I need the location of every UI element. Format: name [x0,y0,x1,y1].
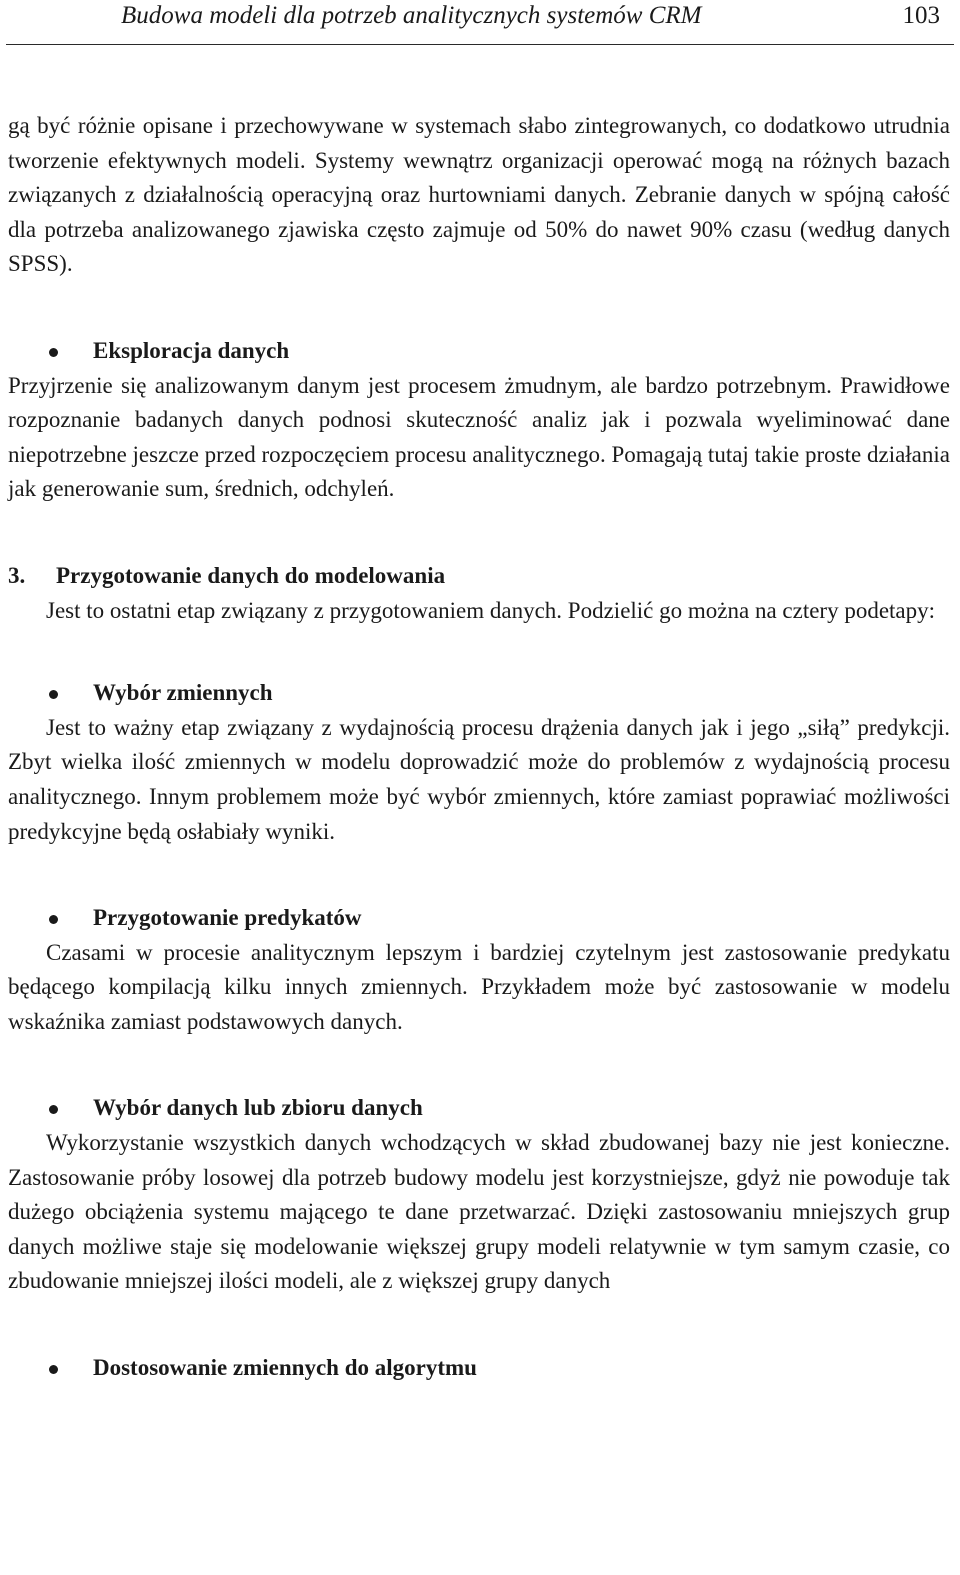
exploration-paragraph: Przyjrzenie się analizowanym danym jest procesem żmudnym, ale bardzo potrzebnym. Prawidłowe rozpoznanie badanych danych podnosi skuteczność analiz jak i pozwala wyeliminować dane niepotrzebne jeszcze przed rozpoczęciem procesu analitycznego. Pomagają tutaj takie proste działania jak generowanie sum, średnich, odchyleń. [8,372,950,502]
subsection-heading-algorithm [8,1351,950,1386]
header-rule [6,44,954,45]
bullet-icon [49,690,58,699]
subsection-paragraph-data-selection: Wykorzystanie wszystkich danych wchodzących w skład zbudowanej bazy nie jest konieczne. Zastosowanie próby losowej dla potrzeb budowy modelu jest korzystniejsze, gdyż nie powoduje tak dużego obciążenia systemu mającego te dane przetwarzać. Dzięki zastosowaniu mniejszych grup danych możliwe staje się modelowanie większej grupy modeli relatywnie w tym samym czasie, co zbudowanie mniejszej ilości modeli, ale z większej grupy danych [8,1130,950,1294]
subsection-heading-predicates [8,901,950,936]
subsection-heading-text: Wybór zmiennych [93,680,273,706]
page-body [8,109,950,1386]
subsection-heading-data-selection [8,1091,950,1126]
subsection-heading-text: Wybór danych lub zbioru danych [93,1095,423,1121]
subsection-heading-text: Dostosowanie zmiennych do algorytmu [93,1355,477,1381]
subsection-paragraph-predicates: Czasami w procesie analitycznym lepszym i bardziej czytelnym jest zastosowanie predykatu będącego kompilacją kilku innych zmiennych. Przykładem może być zastosowanie w modelu wskaźnika zamiast podstawowych danych. [8,939,950,1034]
section-3-heading [8,559,950,594]
subsection-heading-variables [8,676,950,711]
bullet-icon [49,348,58,357]
section-3-number: 3. [8,562,26,588]
intro-paragraph: gą być różnie opisane i przechowywane w systemach słabo zintegrowanych, co dodatkowo utrudnia tworzenie efektywnych modeli. Systemy wewnątrz organizacji operować mogą na różnych bazach związanych z działalnością operacyjną oraz hurtowniami danych. Zebranie danych w spójną całość dla potrzeba analizowanego zjawiska często zajmuje od 50% do nawet 90% czasu (według danych SPSS). [8,113,950,277]
subsection-paragraph-variables: Jest to ważny etap związany z wydajnością procesu drążenia danych jak i jego „siłą” predykcji. Zbyt wielka ilość zmiennych w modelu doprowadzić może do problemów z wydajnością procesu analitycznego. Innym problemem może być wybór zmiennych, które zamiast poprawiać możliwości predykcyjne będą osłabiały wyniki. [8,714,950,844]
section-3-heading-text: Przygotowanie danych do modelowania [56,562,446,588]
bullet-icon [49,1105,58,1114]
bullet-icon [49,1365,58,1374]
section-3-intro: Jest to ostatni etap związany z przygotowaniem danych. Podzielić go można na cztery podetapy: [46,597,936,623]
subsection-heading-text: Przygotowanie predykatów [93,905,362,931]
exploration-heading-text: Eksploracja danych [93,337,290,363]
page-number: 103 [902,2,940,29]
exploration-heading [8,334,950,369]
running-header-title: Budowa modeli dla potrzeb analitycznych systemów CRM [121,2,702,29]
running-header [0,0,960,46]
bullet-icon [49,915,58,924]
